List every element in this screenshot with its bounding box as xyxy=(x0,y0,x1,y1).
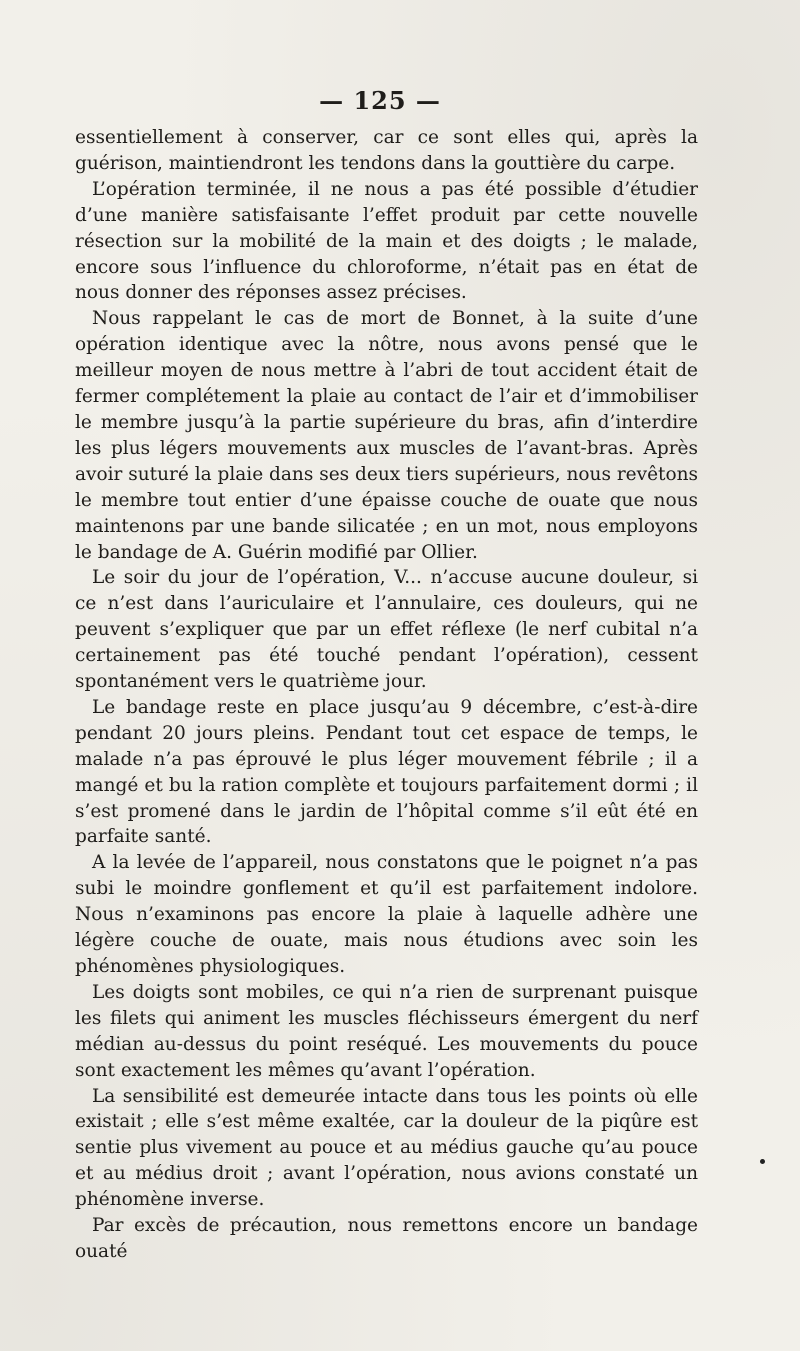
paragraph: essentiellement à conserver, car ce sont elles qui, après la guérison, maintiendront les tendons dans la gouttière du carpe. xyxy=(75,127,698,174)
paragraph: Nous rappelant le cas de mort de Bonnet, à la suite d’une opération identique avec la nôtre, nous avons pensé que le meilleur moyen de nous mettre à l’abri de tout accident était de fermer complétement la plaie au contact de l’air et d’immobiliser le membre jusqu’à la partie supérieure du bras, afin d’interdire les plus légers mouvements aux muscles de l’avant-bras. Après avoir suturé la plaie dans ses deux tiers supérieurs, nous revêtons le membre tout entier d’une épaisse couche de ouate que nous maintenons par une bande silicatée ; en un mot, nous employons le bandage de A. Guérin modifié par Ollier. xyxy=(75,308,699,563)
page-number: — 125 — xyxy=(319,86,441,115)
paragraph: Le bandage reste en place jusqu’au 9 décembre, c’est-à-dire pendant 20 jours pleins. Pendant tout cet espace de temps, le malade n’a pas éprouvé le plus léger mouvement fébrile ; il a mangé et bu la ration complète et toujours parfaitement dormi ; il s’est promené dans le jardin de l’hôpital comme s’il eût été en parfaite santé. xyxy=(75,696,698,848)
paragraph: A la levée de l’appareil, nous constatons que le poignet n’a pas subi le moindre gonflement et qu’il est parfaitement indolore. Nous n’examinons pas encore la plaie à laquelle adhère une légère couche de ouate, mais nous étudions avec soin les phénomènes physiologiques. xyxy=(75,852,698,977)
paragraph: L’opération terminée, il ne nous a pas été possible d’étudier d’une manière satisfaisante l’effet produit par cette nouvelle résection sur la mobilité de la main et des doigts ; le malade, encore sous l’influence du chloroforme, n’était pas en état de nous donner des réponses assez précises. xyxy=(75,178,698,304)
margin-ink-dot xyxy=(760,1159,765,1164)
paragraph: Le soir du jour de l’opération, V... n’accuse aucune douleur, si ce n’est dans l’auriculaire et l’annulaire, ces douleurs, qui ne peuvent s’expliquer que par un effet réflexe (le nerf cubital n’a certainement pas été touché pendant l’opération), cessent spontanément vers le quatrième jour. xyxy=(75,567,698,693)
paragraph: La sensibilité est demeurée intacte dans tous les points où elle existait ; elle s’est même exaltée, car la douleur de la piqûre est sentie plus vivement au pouce et au médius gauche qu’au pouce et au médius droit ; avant l’opération, nous avions constaté un phénomène inverse. xyxy=(75,1085,698,1211)
paragraph: Les doigts sont mobiles, ce qui n’a rien de surprenant puisque les filets qui animent les muscles fléchisseurs émergent du nerf médian au-dessus du point reséqué. Les mouvements du pouce sont exactement les mêmes qu’avant l’opération. xyxy=(75,981,698,1081)
paragraph: Par excès de précaution, nous remettons encore un bandage ouaté xyxy=(75,1215,698,1262)
body-text xyxy=(75,125,698,1265)
